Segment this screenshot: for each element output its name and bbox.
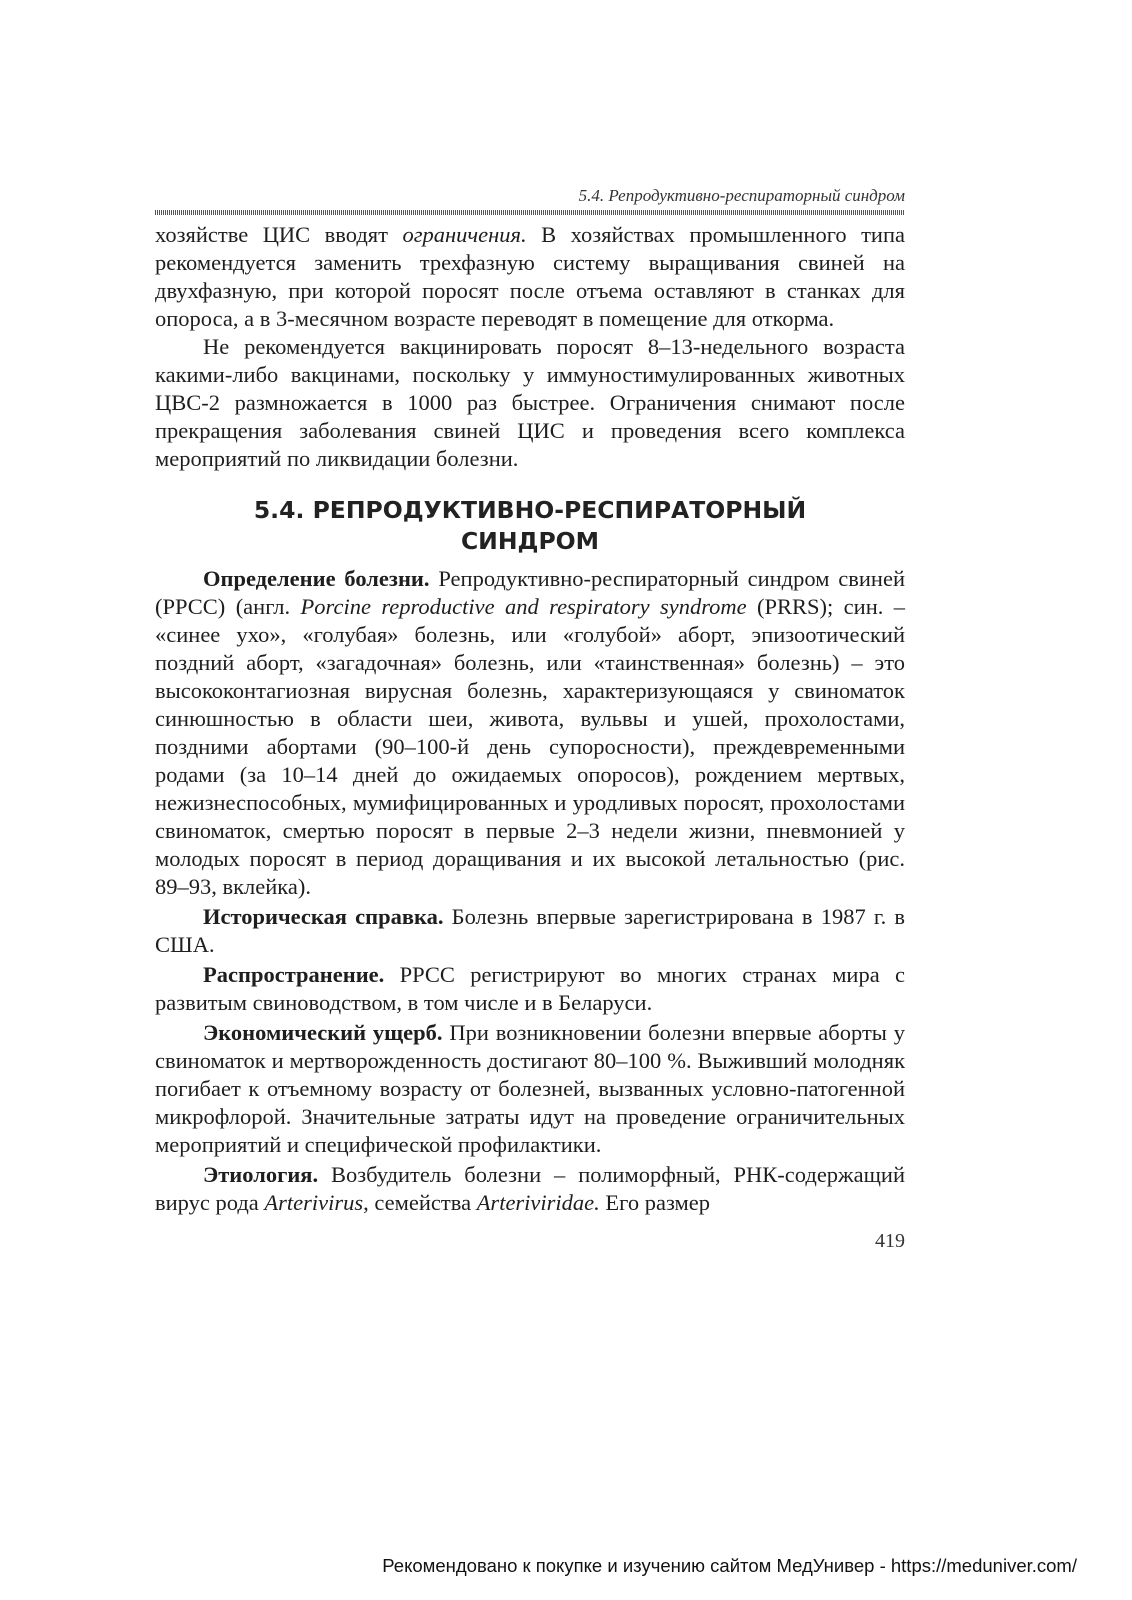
footer-recommendation: Рекомендовано к покупке и изучению сайтом МедУнивер - https://meduniver.com/ xyxy=(382,1555,1077,1576)
text: Репродуктивно-респираторный синдром свиней (РРСС) (англ. xyxy=(155,566,905,619)
italic-term: Arterivirus xyxy=(264,1190,364,1215)
text: Возбудитель болезни – полиморфный, РНК-содержащий вирус рода xyxy=(155,1162,905,1215)
section-heading-line2: СИНДРОМ xyxy=(460,527,600,555)
paragraph-economic-damage xyxy=(155,1019,905,1159)
bold-label: Распространение. xyxy=(203,962,385,987)
italic-term: Arteriviridae. xyxy=(476,1190,600,1215)
book-page xyxy=(155,186,905,1253)
paragraph-history xyxy=(155,903,905,959)
paragraph-vaccination: Не рекомендуется вакцинировать поросят 8–13-недельного возраста какими-либо вакцинами, поскольку у иммуностимулированных животных ЦВС-2 размножается в 1000 раз быстрее. Ограничения снимают после прекращения заболевания свиней ЦИС и проведения всего комплекса мероприятий по ликвидации болезни. xyxy=(155,334,905,471)
page-number: 419 xyxy=(875,1230,905,1252)
running-header: 5.4. Репродуктивно-респираторный синдром xyxy=(578,186,905,205)
text: При возникновении болезни впервые аборты у свиноматок и мертворожденность достигают 80–100 %. Выживший молодняк погибает к отъемному возрасту от болезней, вызванных условно-патогенной микрофлорой. Значительные затраты идут на проведение ограничительных мероприятий и специфической профилактики. xyxy=(155,1020,905,1157)
bold-label: Историческая справка. xyxy=(203,904,444,929)
text: Его размер xyxy=(599,1190,710,1215)
text: хозяйстве ЦИС вводят xyxy=(155,222,403,247)
text: (PRRS); син. – «синее ухо», «голубая» болезнь, или «голубой» аборт, эпизоотический поздний аборт, «загадочная» болезнь, или «таинственная» болезнь) – это высококонтагиозная вирусная болезнь, характеризующаяся у свиноматок синюшностью в области шеи, живота, вульвы и ушей, прохолостами, поздними абортами (90–100-й день супоросности), преждевременными родами (за 10–14 дней до ожидаемых опоросов), рождением мертвых, нежизнеспособных, мумифицированных и уродливых поросят, прохолостами свиноматок, смертью поросят в первые 2–3 недели жизни, пневмонией у молодых поросят в период доращивания и их высокой летальностью (рис. 89–93, вклейка). xyxy=(155,594,905,899)
text: РРСС регистрируют во многих странах мира с развитым свиноводством, в том числе и в Беларуси. xyxy=(155,962,905,1015)
text: В хозяйствах промышленного типа рекомендуется заменить трехфазную систему выращивания свиней на двухфазную, при которой поросят после отъема оставляют в станках для опороса, а в 3-месячном возрасте переводят в помещение для откорма. xyxy=(155,222,905,331)
paragraph-definition xyxy=(155,565,905,901)
bold-label: Экономический ущерб. xyxy=(203,1020,443,1045)
header-rule xyxy=(155,210,905,215)
paragraph-etiology xyxy=(155,1161,905,1217)
paragraph-restrictions xyxy=(155,221,905,333)
italic-term: Porcine reproductive and respiratory syndrome xyxy=(300,594,747,619)
section-heading-line1: 5.4. РЕПРОДУКТИВНО-РЕСПИРАТОРНЫЙ xyxy=(253,496,807,524)
bold-label: Определение болезни. xyxy=(203,566,430,591)
text: , семейства xyxy=(363,1190,477,1215)
text: Болезнь впервые зарегистрирована в 1987 г. в США. xyxy=(155,904,905,957)
bold-label: Этиология. xyxy=(203,1162,319,1187)
paragraph-spread xyxy=(155,961,905,1017)
italic-term: ограничения. xyxy=(402,222,527,247)
section-heading xyxy=(155,495,905,557)
